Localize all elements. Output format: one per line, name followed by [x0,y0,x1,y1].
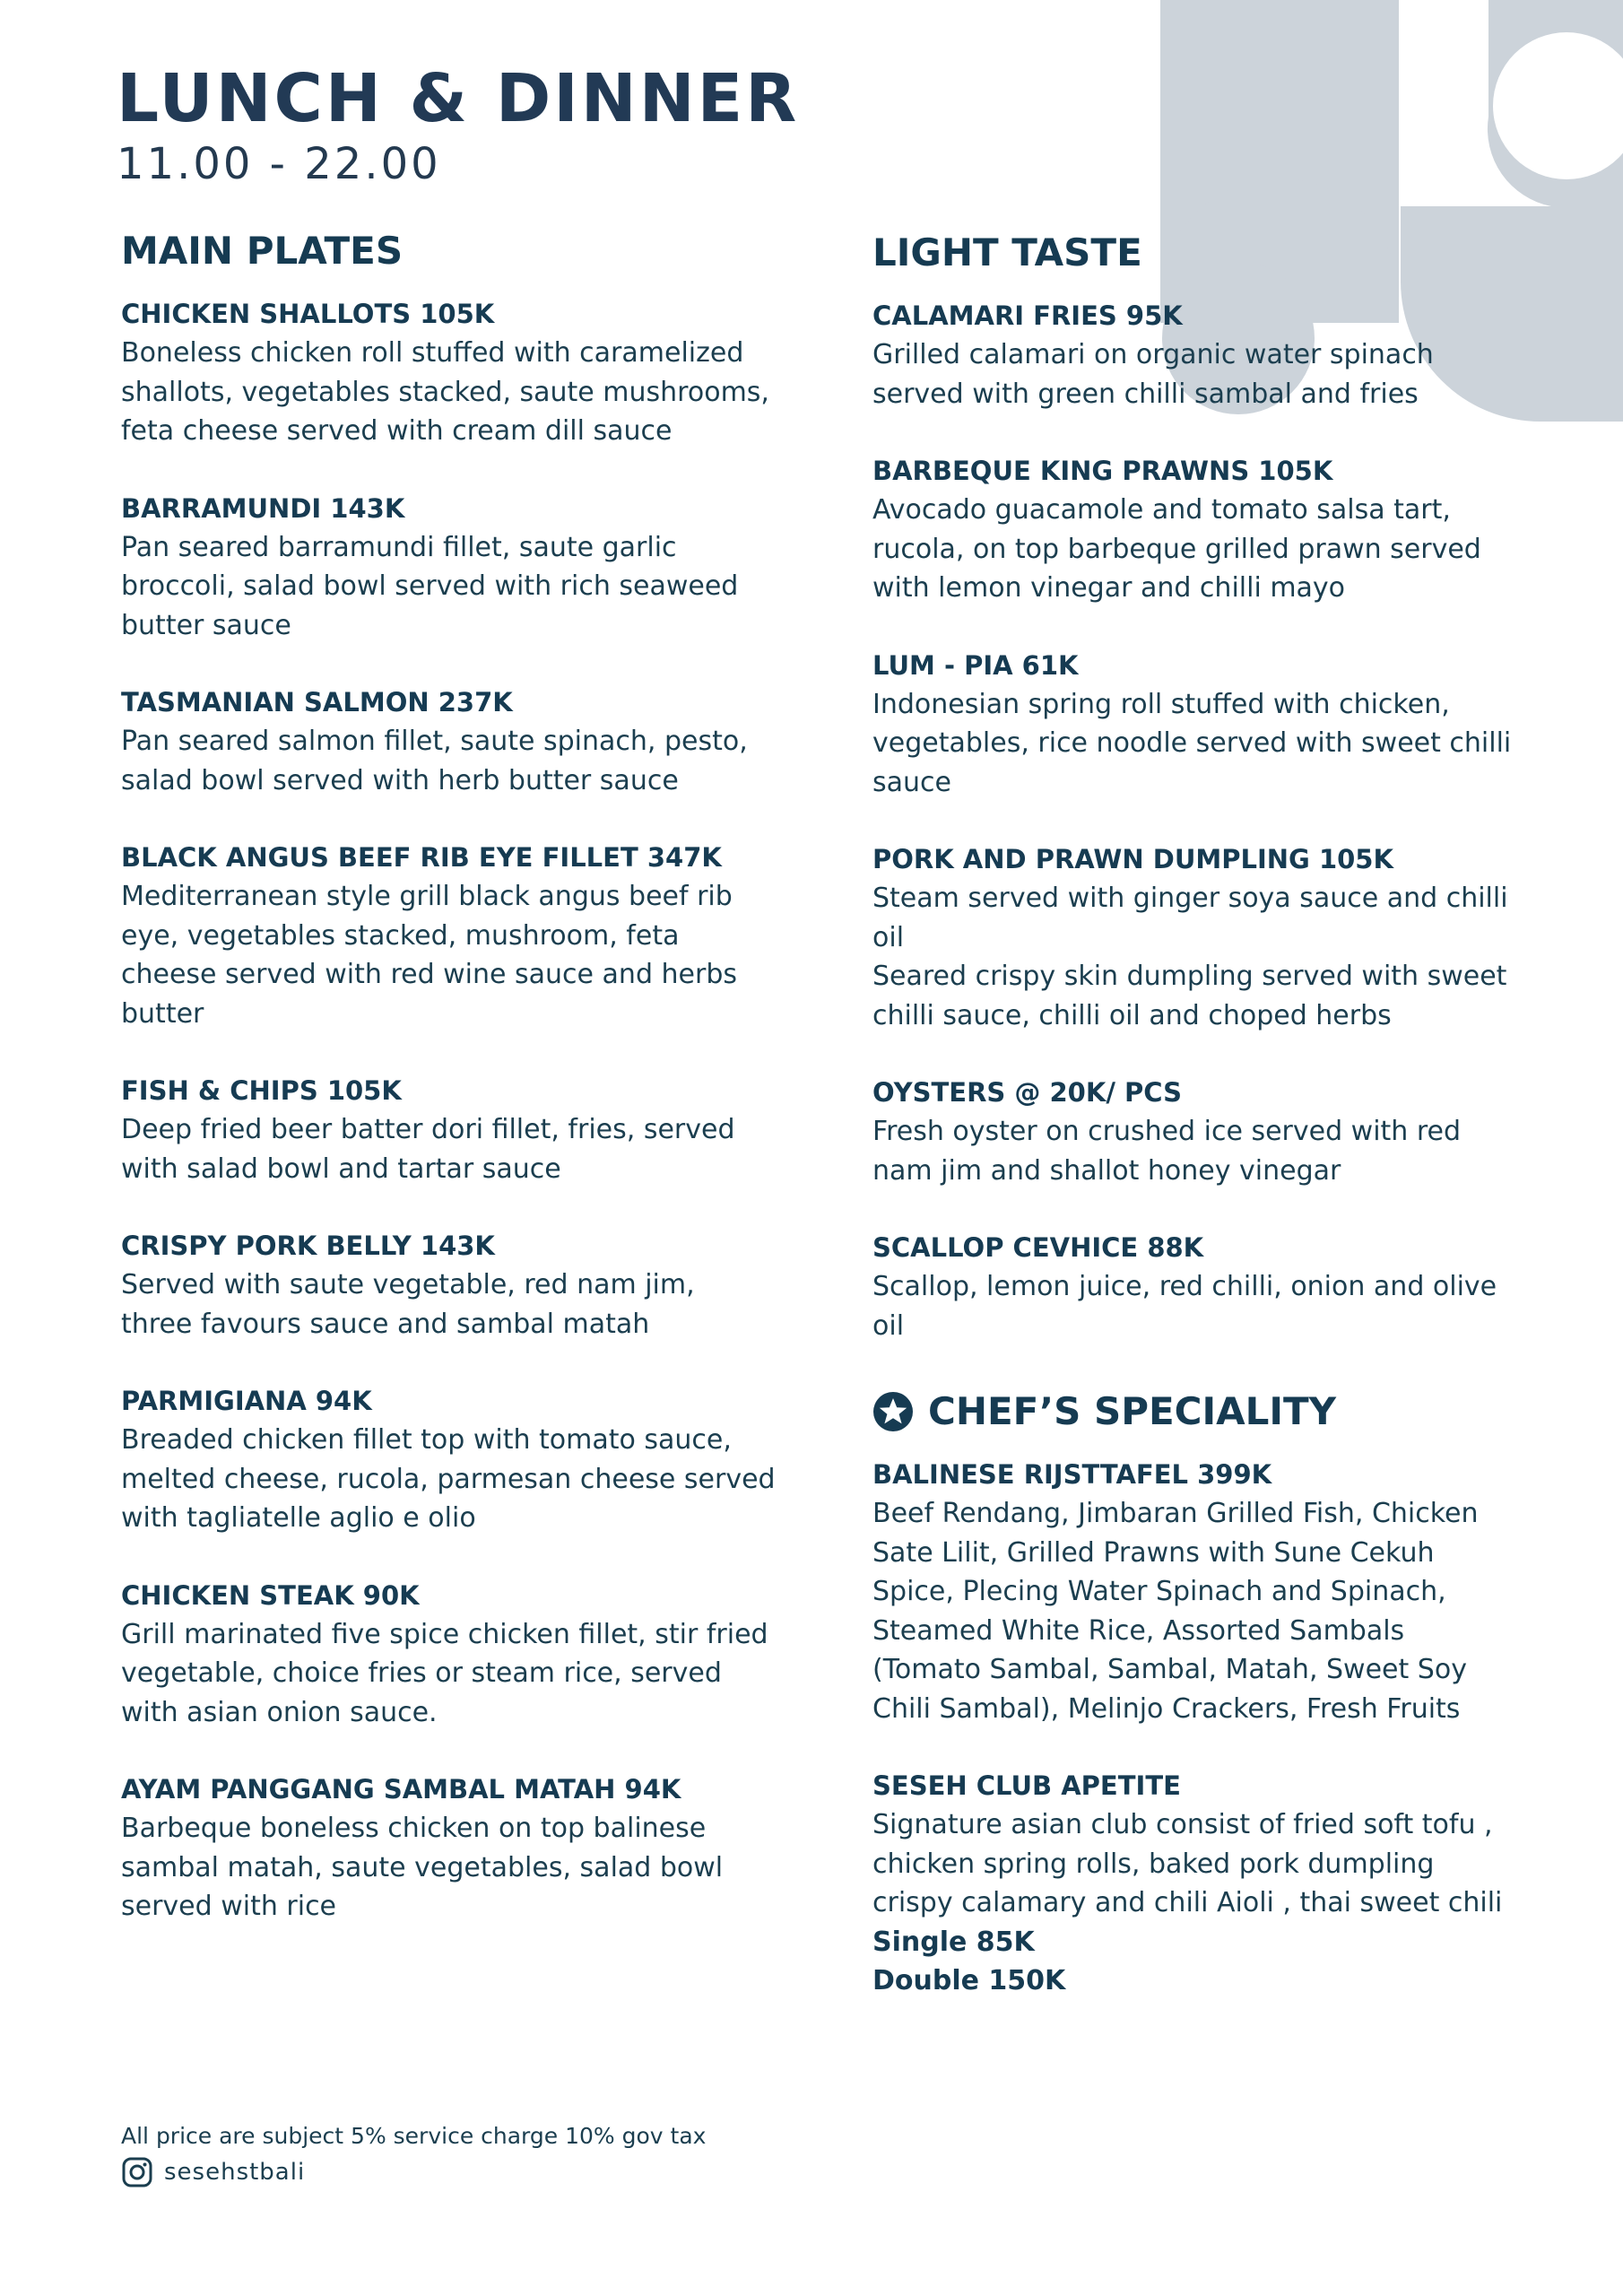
menu-item [121,1576,803,1733]
instagram-icon [121,2156,153,2188]
item-name: TASMANIAN SALMON 237K [121,687,513,718]
item-description: Beef Rendang, Jimbaran Grilled Fish, Chicken Sate Lilit, Grilled Prawns with Sune Cekuh Spice, Plecing Water Spinach and Spinach, Steamed White Rice, Assorted Sambals (Tomato Sambal, Sambal, Matah, Sweet Soy Chili Sambal), Melinjo Crackers, Fresh Fruits [872,1498,1479,1725]
light-taste-column [872,222,1536,2039]
item-name: LUM - PIA 61K [872,649,1079,681]
item-description: Pan seared barramundi fillet, saute garlic broccoli, salad bowl served with rich seaweed butter sauce [121,531,739,641]
chef-speciality-heading [872,1383,1536,1440]
footer [121,2118,706,2188]
item-name: BARRAMUNDI 143K [121,492,405,524]
price-single: Single 85K [872,1926,1035,1958]
item-name: BALINESE RIJSTTAFEL 399K [872,1459,1272,1490]
menu-item [872,1073,1536,1190]
item-description: Grilled calamari on organic water spinach served with green chilli sambal and fries [872,339,1434,410]
item-name: PARMIGIANA 94K [121,1386,372,1416]
item-name: PORK AND PRAWN DUMPLING 105K [872,844,1393,874]
item-name: CHICKEN SHALLOTS 105K [121,299,495,329]
item-description: Pan seared salmon fillet, saute spinach, pesto, salad bowl served with herb butter sauce [121,726,748,796]
menu-item [872,1766,1536,2001]
item-description: Mediterranean style grill black angus beef rib eye, vegetables stacked, mushroom, feta cheese served with red wine sauce and herbs butter [121,881,737,1030]
menu-item [121,1770,803,1926]
menu-item [121,838,803,1033]
star-circle-icon [872,1391,914,1432]
item-description: Signature asian club consist of fried soft tofu , chicken spring rolls, baked pork dumpling crispy calamary and chili Aioli , thai sweet chili [872,1809,1503,1918]
item-name: FISH & CHIPS 105K [121,1075,402,1106]
item-name: OYSTERS @ 20K/ PCS [872,1077,1182,1108]
menu-item [121,683,803,800]
item-description: Grill marinated five spice chicken fillet, stir fried vegetable, choice fries or steam rice, served with asian onion sauce. [121,1618,768,1728]
item-description: Scallop, lemon juice, red chilli, onion and olive oil [872,1271,1497,1342]
item-description: Served with saute vegetable, red nam jim, three favours sauce and sambal matah [121,1269,695,1340]
price-double: Double 150K [872,1965,1066,1996]
item-name: SCALLOP CEVHICE 88K [872,1232,1204,1263]
item-name: SESEH CLUB APETITE [872,1770,1181,1801]
menu-item [121,1226,803,1344]
item-description: Boneless chicken roll stuffed with caramelized shallots, vegetables stacked, saute mushrooms, feta cheese served with cream dill sauce [121,337,769,447]
main-plates-column [121,222,803,1964]
menu-title: LUNCH & DINNER [117,60,800,137]
menu-item [872,451,1536,608]
item-description: Barbeque boneless chicken on top balinese sambal matah, saute vegetables, salad bowl served with rice [121,1813,724,1922]
item-name: CRISPY PORK BELLY 143K [121,1231,495,1261]
menu-item [872,1228,1536,1345]
chef-speciality-title: CHEF’S SPECIALITY [928,1389,1337,1433]
menu-item [121,1381,803,1538]
menu-item [872,839,1536,1035]
menu-item [872,1455,1536,1728]
menu-item [121,1071,803,1188]
item-name: CALAMARI FRIES 95K [872,300,1183,331]
item-description: Deep fried beer batter dori fillet, fries, served with salad bowl and tartar sauce [121,1114,735,1185]
item-name: BARBEQUE KING PRAWNS 105K [872,456,1333,486]
menu-item [872,646,1536,803]
item-description: Indonesian spring roll stuffed with chicken, vegetables, rice noodle served with sweet chilli sauce [872,688,1512,798]
instagram-handle: sesehstbali [164,2159,306,2186]
item-name: AYAM PANGGANG SAMBAL MATAH 94K [121,1774,681,1805]
tax-note: All price are subject 5% service charge 10% gov tax [121,2123,707,2149]
item-description: Steam served with ginger soya sauce and chilli oil Seared crispy skin dumpling served with sweet chilli sauce, chilli oil and choped herbs [872,883,1508,1031]
item-description: Fresh oyster on crushed ice served with red nam jim and shallot honey vinegar [872,1116,1462,1187]
item-name: CHICKEN STEAK 90K [121,1579,420,1611]
menu-item [121,294,803,451]
menu-header [117,56,799,190]
main-plates-title: MAIN PLATES [121,229,404,273]
item-name: BLACK ANGUS BEEF RIB EYE FILLET 347K [121,842,722,873]
service-hours: 11.00 - 22.00 [117,139,441,189]
item-description: Breaded chicken fillet top with tomato sauce, melted cheese, rucola, parmesan cheese served with tagliatelle aglio e olio [121,1424,776,1534]
menu-item [872,296,1536,413]
instagram-link[interactable] [121,2156,706,2188]
menu-item [121,489,803,646]
item-description: Avocado guacamole and tomato salsa tart, rucola, on top barbeque grilled prawn served with lemon vinegar and chilli mayo [872,494,1481,604]
light-taste-title: LIGHT TASTE [872,230,1142,274]
